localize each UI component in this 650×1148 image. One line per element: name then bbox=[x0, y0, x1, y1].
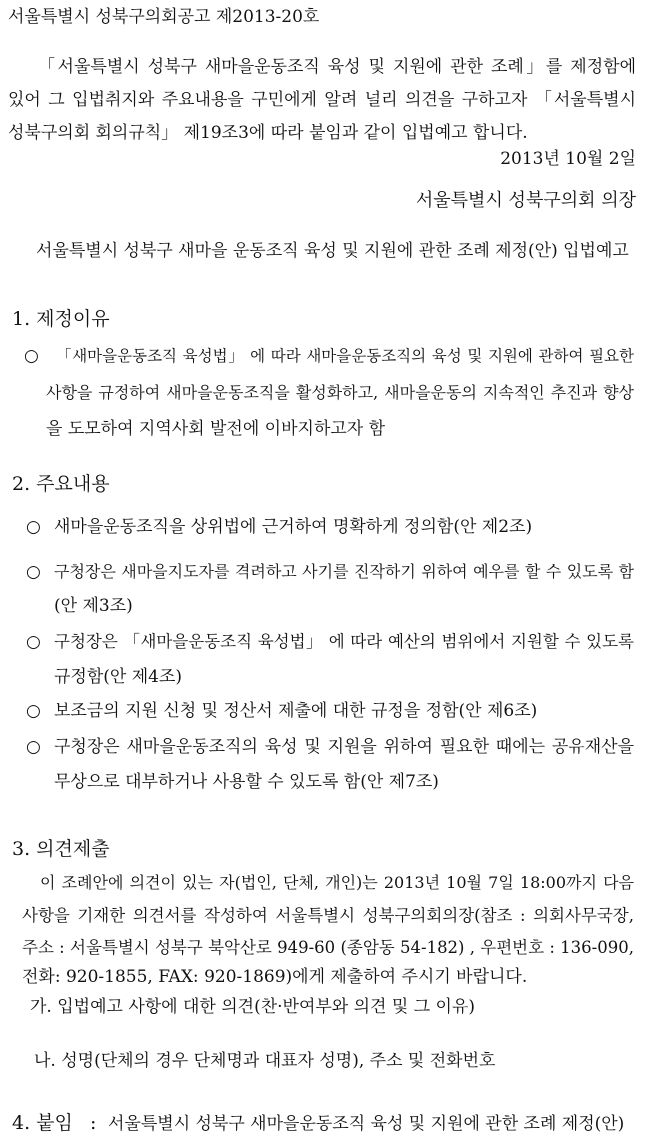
chairman-signature: 서울특별시 성북구의회 의장 bbox=[415, 190, 636, 211]
main-item-5-line-2: 무상으로 대부하거나 사용할 수 있도록 함(안 제7조) bbox=[54, 772, 439, 792]
notice-number: 서울특별시 성북구의회공고 제2013-20호 bbox=[8, 7, 320, 27]
bullet-circle: ○ bbox=[26, 701, 41, 721]
bullet-circle: ○ bbox=[26, 632, 41, 652]
opinion-line-3: 주소 : 서울특별시 성북구 북악산로 949-60 (종암동 54-182) , 우편번호 : 136-090, bbox=[22, 938, 634, 957]
main-item-2-line-1: 구청장은 새마을지도자를 격려하고 사기를 진작하기 위하여 예우를 할 수 있도록 함 bbox=[54, 562, 634, 581]
bullet-circle: ○ bbox=[26, 562, 41, 582]
intro-line-1: 「서울특별시 성북구 새마을운동조직 육성 및 지원에 관한 조례」를 제정함에 bbox=[38, 57, 636, 77]
bullet-circle: ○ bbox=[26, 517, 41, 537]
section-opinion-heading: 3. 의견제출 bbox=[12, 838, 110, 860]
main-item-5-line-1: 구청장은 새마을운동조직의 육성 및 지원을 위하여 필요한 때에는 공유재산을 bbox=[54, 737, 634, 757]
reason-line-3: 을 도모하여 지역사회 발전에 이바지하고자 함 bbox=[46, 419, 386, 439]
main-item-3-line-2: 규정함(안 제4조) bbox=[54, 667, 183, 687]
intro-line-3: 성북구의회 회의규칙」 제19조3에 따라 붙임과 같이 입법예고 합니다. bbox=[8, 123, 528, 143]
main-item-1: 새마을운동조직을 상위법에 근거하여 명확하게 정의함(안 제2조) bbox=[54, 517, 533, 537]
opinion-subitem-na: 나. 성명(단체의 경우 단체명과 대표자 성명), 주소 및 전화번호 bbox=[34, 1051, 496, 1071]
main-item-3-line-1: 구청장은 「새마을운동조직 육성법」 에 따라 예산의 범위에서 지원할 수 있도록 bbox=[54, 632, 634, 651]
attachment-separator: : bbox=[90, 1112, 97, 1134]
opinion-line-1: 이 조례안에 의견이 있는 자(법인, 단체, 개인)는 2013년 10월 7일 18:00까지 다음 bbox=[40, 873, 634, 892]
main-item-4: 보조금의 지원 신청 및 정산서 제출에 대한 규정을 정함(안 제6조) bbox=[54, 701, 538, 721]
bullet-circle: ○ bbox=[24, 346, 39, 366]
intro-line-2: 있어 그 입법취지와 주요내용을 구민에게 알려 널리 의견을 구하고자 「서울특별시 bbox=[8, 90, 636, 110]
reason-line-2: 사항을 규정하여 새마을운동조직을 활성화하고, 새마을운동의 지속적인 추진과 향상 bbox=[46, 383, 634, 402]
section-reason-heading: 1. 제정이유 bbox=[12, 308, 110, 330]
main-item-2-line-2: (안 제3조) bbox=[54, 596, 133, 616]
opinion-line-4: 전화: 920-1855, FAX: 920-1869)에게 제출하여 주시기 바랍니다. bbox=[22, 967, 528, 987]
bullet-circle: ○ bbox=[26, 737, 41, 757]
opinion-line-2: 사항을 기재한 의견서를 작성하여 서울특별시 성북구의회의장(참조 : 의회사무국장, bbox=[22, 906, 634, 925]
reason-line-1: 「새마을운동조직 육성법」 에 따라 새마을운동조직의 육성 및 지원에 관하여 필요한 bbox=[56, 347, 634, 365]
attachment-label: 4. 붙임 bbox=[12, 1112, 73, 1134]
attachment-title: 서울특별시 성북구 새마을운동조직 육성 및 지원에 관한 조례 제정(안) bbox=[108, 1114, 625, 1134]
document-title: 서울특별시 성북구 새마을 운동조직 육성 및 지원에 관한 조례 제정(안) 입법예고 bbox=[36, 241, 629, 261]
notice-date: 2013년 10월 2일 bbox=[500, 149, 636, 169]
opinion-subitem-ga: 가. 입법예고 사항에 대한 의견(찬·반여부와 의견 및 그 이유) bbox=[30, 997, 476, 1017]
section-main-heading: 2. 주요내용 bbox=[12, 473, 110, 495]
